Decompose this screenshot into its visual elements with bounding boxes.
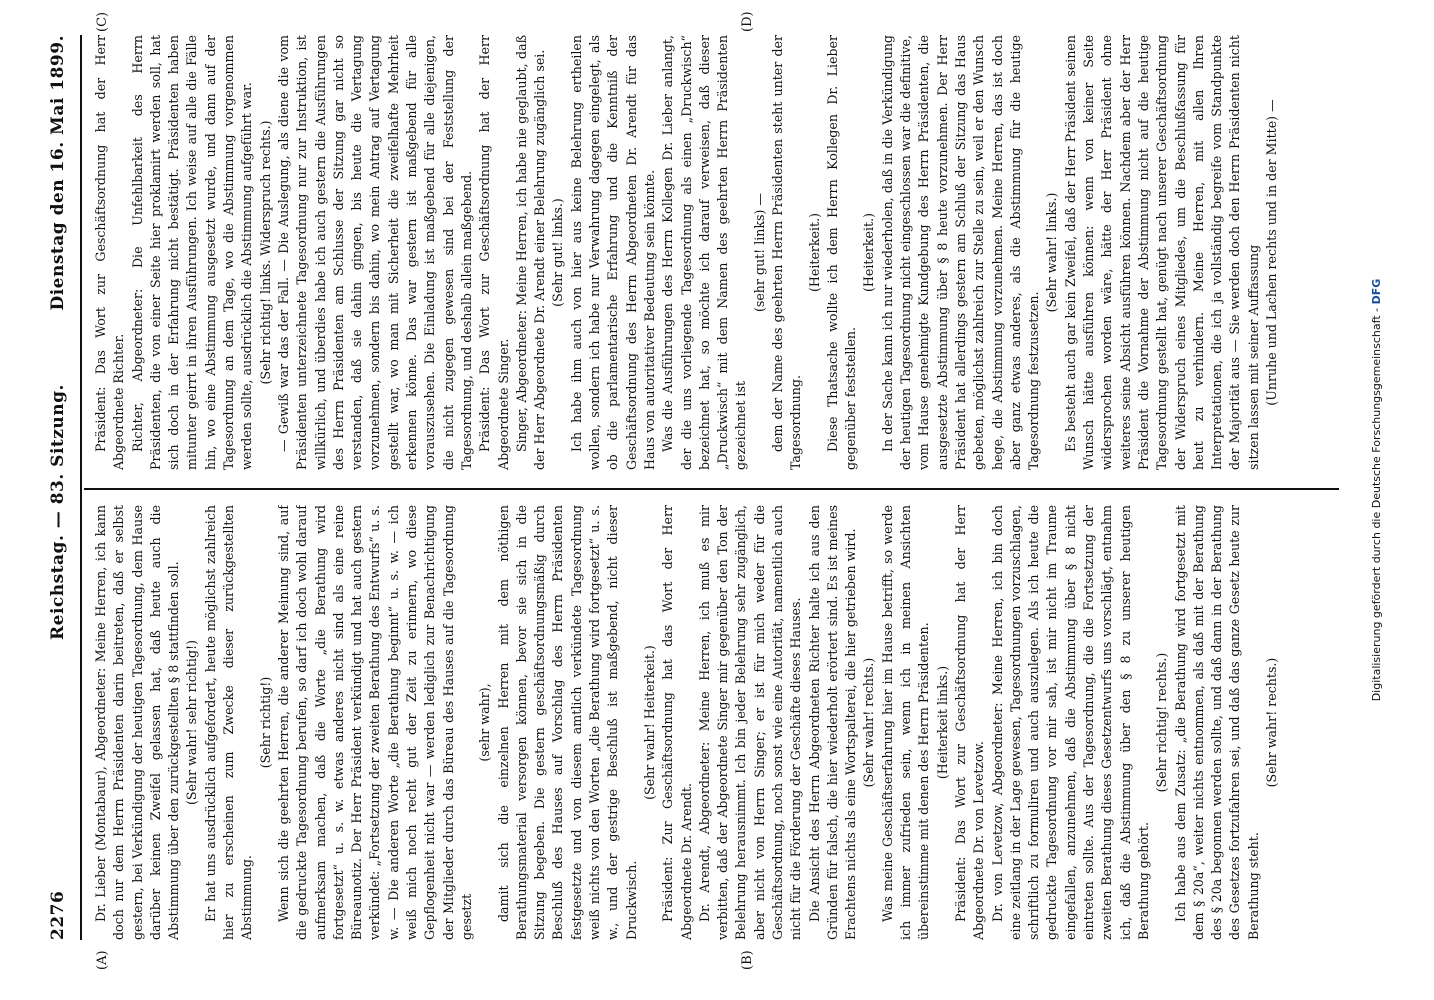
interjection: (Sehr wahr! links.) bbox=[1044, 192, 1060, 313]
interjection: (Sehr wahr! sehr richtig!) bbox=[184, 640, 200, 805]
paragraph: Wenn sich die geehrten Herren, die anderer Meinung sind, auf die gedruckte Tagesordnung berufen, so darf ich doch wohl darauf aufmerksam machen, daß die Worte „die Berathung wird fortgesetzt“ u. s. w. etwas anderes nicht sind als eine reine Büreaunotiz. Der Herr Präsident verkündigt und hat auch gestern verkündet: „Fortsetzung der zweiten Berathung des Entwurfs“ u. s. w. — Die anderen Worte „die Berathung beginnt“ u. s. w. — ich weiß mich noch recht gut der Zeit zu erinnern, wo diese Gepflogenheit nicht war — werden lediglich zur Benachrichtigung der Mitglieder durch das Büreau des Hauses auf die Tagesordnung gesetzt bbox=[275, 505, 474, 940]
page-number: 2276 bbox=[48, 890, 68, 940]
column-divider bbox=[84, 488, 1339, 490]
header-rule bbox=[80, 35, 82, 940]
left-column bbox=[92, 505, 1337, 940]
interjection: (Unruhe und Lachen rechts und in der Mitte) — bbox=[1264, 99, 1279, 406]
paragraph: Was die Ausführungen des Herrn Kollegen Dr. Lieber anlangt, der die uns vorliegende Tagesordnung als einen „Druckwisch“ bezeichnet hat, so möchte ich darauf verweisen, daß dieser „Druckwisch“ mit dem Namen des geehrten Herrn Präsidenten gezeichnet ist bbox=[660, 35, 749, 470]
dfg-logo: DFG bbox=[1370, 278, 1383, 305]
paragraph: Ich habe aus dem Zusatz: „die Berathung wird fortgesetzt mit dem § 20a“, weiter nichts entnommen, als daß mit der Berathung des § 20a begonnen werden sollte, und daß dann in der Berathung des Gesetzes fortzufahren sei, und daß das ganze Gesetz heute zur Berathung steht. bbox=[1172, 505, 1261, 940]
paragraph: Präsident: Das Wort zur Geschäftsordnung hat der Herr Abgeordnete Dr. von Levetzow. bbox=[952, 505, 987, 940]
margin-marker-d: (D) bbox=[740, 11, 755, 32]
paragraph: Die Ansicht des Herrn Abgeordneten Richter halte ich aus den Gründen für falsch, die hier wiederholt erörtert sind. Es ist meines Erachtens nichts als eine Wortspalterei, die hier getrieben wird. bbox=[806, 505, 859, 940]
paragraph: Dr. von Levetzow, Abgeordneter: Meine Herren, ich bin doch eine zeitlang in der Lage gewesen, Tagesordnungen vorzuschlagen, schriftlich zu formuliren und auch auszulegen. Als ich heute die gedruckte Tagesordnung vor mir sah, ist mir nicht im Traume eingefallen, anzunehmen, daß die Abstimmung über § 8 nicht eintreten sollte. Aus der Tagesordnung, die die Fortsetzung der zweiten Berathung dieses Gesetzentwurfs uns vorschlägt, entnahm ich, daß die Abstimmung über den § 8 zu unserer heutigen Berathung gehört. bbox=[989, 505, 1151, 940]
paragraph: In der Sache kann ich nur wiederholen, daß in die Verkündigung der heutigen Tagesordnung nicht eingeschlossen war die definitive, vom Hause genehmigte Kundgebung des Herrn Präsidenten, die ausgesetzte Abstimmung über § 8 heute vorzunehmen. Der Herr Präsident hat allerdings gestern am Schluß der Sitzung das Haus gebeten, möglichst zahlreich zur Stelle zu sein, weil er den Wunsch hege, die Abstimmung vorzunehmen. Meine Herren, das ist doch aber ganz etwas anderes, als die Abstimmung für die heutige Tagesordnung festzusetzen. bbox=[879, 35, 1042, 470]
credit-text: Digitalisierung gefördert durch die Deutsche Forschungsgemeinschaft - bbox=[1370, 304, 1383, 702]
paragraph: Richter, Abgeordneter: Die Unfehlbarkeit des Herrn Präsidenten, die von einer Seite hier proklamirt werden soll, hat sich doch in der Erfahrung nicht bestätigt. Präsidenten haben mitunter geirrt in ihren Ausführungen. Ich weise auf alle die Fälle hin, wo eine Abstimmung ausgesetzt wurde, und dann auf der Tagesordnung an dem Tage, wo die Abstimmung vorgenommen werden sollte, ausdrücklich die Abstimmung aufgeführt war. bbox=[129, 35, 255, 470]
interjection: (Sehr wahr! rechts.) bbox=[861, 657, 877, 788]
paragraph: Diese Thatsache wollte ich dem Herrn Kollegen Dr. Lieber gegenüber feststellen. bbox=[824, 35, 859, 470]
paragraph: Dr. Arendt, Abgeordneter: Meine Herren, ich muß es mir verbitten, daß der Abgeordnete Singer mir gegenüber den Ton der Belehrung herausnimmt. Ich bin jeder Belehrung sehr zugänglich, aber nicht von Herrn Singer; er ist für mich weder für die Geschäftsordnung, noch sonst wie eine Autorität, namentlich auch nicht für die Förderung der Geschäfte dieses Hauses. bbox=[696, 505, 804, 940]
interjection: (Sehr wahr! Heiterkeit.) bbox=[641, 645, 657, 800]
paragraph: Präsident: Das Wort zur Geschäftsordnung hat der Herr Abgeordnete Richter. bbox=[93, 35, 127, 470]
paragraph: — Gewiß war das der Fall. — Die Auslegung, als diene die vom Präsidenten unterzeichnete Tagesordnung nur zur Instruktion, ist willkürlich, und überdies habe ich auch gestern die Ausführungen des Herrn Präsidenten am Schlusse der Sitzung gar nicht so verstanden, daß sie dahin gingen, bis heute die Vertagung vorzunehmen, sondern bis dahin, wo mein Antrag auf Vertagung gestellt war, wo man mit Sicherheit die zweifelhafte Mehrheit erkennen könne. Das war gestern ist maßgebend für alle vorauszusehen. Die Einladung ist maßgebend für alle diejenigen, die nicht zugegen gewesen sind bei der Feststellung der Tagesordnung, und deshalb allein maßgebend. bbox=[275, 35, 474, 470]
interjection: (Heiterkeit.) bbox=[861, 213, 877, 292]
right-column bbox=[92, 35, 1337, 470]
margin-marker-b: (B) bbox=[740, 950, 755, 970]
paragraph: Präsident: Zur Geschäftsordnung hat das Wort der Herr Abgeordnete Dr. Arendt. bbox=[660, 505, 694, 940]
interjection: (Sehr gut! links.) bbox=[550, 198, 566, 307]
interjection: (Heiterkeit.) bbox=[806, 213, 822, 292]
interjection: (Sehr richtig! rechts.) bbox=[1154, 652, 1170, 793]
paragraph: dem der Name des geehrten Herrn Präsidenten steht unter der Tagesordnung. bbox=[769, 35, 804, 470]
interjection: (Sehr wahr! rechts.) bbox=[1264, 657, 1279, 788]
paragraph: Er hat uns ausdrücklich aufgefordert, heute möglichst zahlreich hier zu erscheinen zum Zwecke dieser zurückgestellten Abstimmung. bbox=[202, 505, 255, 940]
paragraph: Singer, Abgeordneter: Meine Herren, ich habe nie geglaubt, daß der Herr Abgeordnete Dr. Arendt einer Belehrung zugänglich sei. bbox=[513, 35, 548, 470]
paragraph: damit sich die einzelnen Herren mit dem nöthigen Berathungsmaterial versorgen können, bevor sie sich in die Sitzung begeben. Die gestern geschäftsordnungsmäßig durch Beschluß des Hauses auf Vorschlag des Herrn Präsidenten festgesetzte und von diesem amtlich verkündete Tagesordnung weiß nichts von den Worten „die Berathung wird fortgesetzt“ u. s. w., und der gestrige Beschluß ist maßgebend, nicht dieser Druckwisch. bbox=[495, 505, 639, 940]
interjection: (Heiterkeit links.) bbox=[934, 665, 950, 780]
session-title: Reichstag. — 83. Sitzung. bbox=[48, 384, 68, 640]
paragraph: Präsident: Das Wort zur Geschäftsordnung hat der Herr Abgeordnete Singer. bbox=[477, 35, 511, 470]
interjection: (sehr gut! links) — bbox=[751, 192, 767, 313]
digitization-credit bbox=[1370, 0, 1383, 980]
paragraph: Was meine Geschäftserfahrung hier im Hause betrifft, so werde ich immer zufrieden sein, wenn ich in meinen Ansichten übereinstimme mit denen des Herrn Präsidenten. bbox=[879, 505, 932, 940]
session-date: Dienstag den 16. Mai 1899. bbox=[48, 35, 68, 311]
paragraph: Dr. Lieber (Montabaur), Abgeordneter: Meine Herren, ich kann doch nur dem Herrn Präsidenten darin beitreten, daß er selbst gestern, bei Verkündigung der heutigen Tagesordnung, dem Hause darüber keinen Zweifel gelassen hat, daß heute auch die Abstimmung über den zurückgestellten § 8 stattfinden soll. bbox=[93, 505, 182, 940]
paragraph: Es besteht auch gar kein Zweifel, daß der Herr Präsident seinen Wunsch hätte ausführen können: wenn von keiner Seite widersprochen worden wäre, hätte der Herr Präsident ohne weiteres seine Absicht ausführen können. Nachdem aber der Herr Präsident die Vornahme der Abstimmung nicht auf die heutige Tagesordnung gestellt hat, genügt nach unserer Geschäftsordnung der Widerspruch eines Mitgliedes, um die Beschlußfassung für heut zu verhindern. Meine Herren, mit allen Ihren Interpretationen, die ich ja vollständig begreife vom Standpunkte der Majorität aus — Sie werden doch den Herrn Präsidenten nicht sitzen lassen mit seiner Auffassung bbox=[1062, 35, 1261, 470]
interjection: (Sehr richtig! links. Widerspruch rechts.) bbox=[257, 120, 273, 385]
paragraph: Ich habe ihm auch von hier aus keine Belehrung ertheilen wollen, sondern ich habe nur Verwahrung dagegen eingelegt, als ob die parlamentarische Erfahrung und die Kenntniß der Geschäftsordnung des Herrn Abgeordneten Dr. Arendt für das Haus von autoritativer Bedeutung sein könnte. bbox=[568, 35, 657, 470]
page-header bbox=[48, 35, 76, 940]
interjection: (sehr wahr), bbox=[477, 683, 493, 762]
interjection: (Sehr richtig!) bbox=[257, 676, 273, 769]
margin-marker-a: (A) bbox=[95, 950, 110, 970]
margin-marker-c: (C) bbox=[95, 11, 110, 32]
